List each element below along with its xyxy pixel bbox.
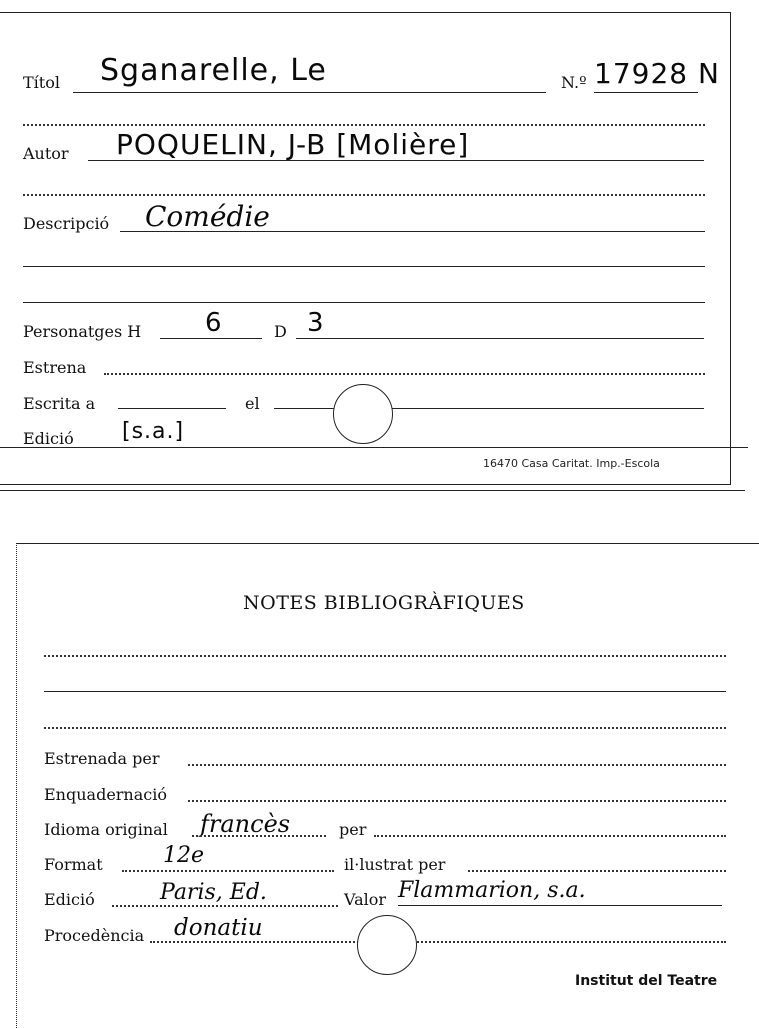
description-value: Comédie xyxy=(145,200,270,233)
notes-line-3 xyxy=(44,727,726,729)
illustrated-by-label: il·lustrat per xyxy=(344,855,446,874)
original-language-value: francès xyxy=(200,810,291,838)
printer-imprint: 16470 Casa Caritat. Imp.-Escola xyxy=(483,457,660,470)
format-label: Format xyxy=(44,855,103,874)
value-label: Valor xyxy=(344,890,387,909)
characters-label: Personatges H xyxy=(23,322,142,341)
number-label: N.º xyxy=(561,73,587,92)
edition-value: [s.a.] xyxy=(122,419,185,444)
provenance-value: donatiu xyxy=(174,915,263,941)
author-line-2 xyxy=(23,194,705,196)
premiered-by-label: Estrenada per xyxy=(44,749,160,768)
written-at-line xyxy=(118,408,226,409)
author-label: Autor xyxy=(23,144,69,163)
format-line xyxy=(122,870,334,872)
value-line xyxy=(398,905,722,906)
translated-by-label: per xyxy=(339,820,367,839)
title-label: Títol xyxy=(23,73,60,92)
card1-bottom-edge-shadow xyxy=(0,490,745,491)
date-label: el xyxy=(245,394,260,413)
value-value: Flammarion, s.a. xyxy=(398,878,586,903)
characters-h-line xyxy=(160,338,262,339)
written-at-label: Escrita a xyxy=(23,394,96,413)
edition2-label: Edició xyxy=(44,890,95,909)
number-value: 17928 N xyxy=(594,57,720,90)
provenance-label: Procedència xyxy=(44,926,145,945)
punch-hole-1 xyxy=(333,384,393,444)
characters-h-value: 6 xyxy=(205,308,223,338)
description-label: Descripció xyxy=(23,214,110,233)
card1-bottom-edge xyxy=(0,484,731,485)
card1-top-edge xyxy=(0,12,730,13)
translated-by-line xyxy=(374,835,726,837)
card2-left-edge xyxy=(16,543,17,1028)
edition-label: Edició xyxy=(23,429,74,448)
institution-footer: Institut del Teatre xyxy=(575,973,718,989)
binding-label: Enquadernació xyxy=(44,785,167,804)
format-value: 12e xyxy=(163,843,205,868)
title-line xyxy=(73,92,546,93)
notes-line-2 xyxy=(44,691,726,692)
premiere-line xyxy=(104,373,705,375)
illustrated-by-line xyxy=(468,870,726,872)
card1-right-edge xyxy=(730,12,731,484)
characters-d-line xyxy=(296,338,704,339)
edition2-line xyxy=(112,905,338,907)
binding-line xyxy=(188,800,726,802)
author-value: POQUELIN, J-B [Molière] xyxy=(116,128,470,161)
card2-top-edge xyxy=(16,543,759,544)
punch-hole-2 xyxy=(357,915,417,975)
original-language-label: Idioma original xyxy=(44,820,168,839)
notes-title: NOTES BIBLIOGRÀFIQUES xyxy=(243,592,525,614)
premiered-by-line xyxy=(188,764,726,766)
title-line-2 xyxy=(23,124,705,126)
provenance-line xyxy=(150,941,726,943)
characters-d-label: D xyxy=(274,322,287,341)
description-line-2 xyxy=(23,266,705,267)
number-line xyxy=(594,92,698,93)
characters-d-value: 3 xyxy=(307,308,325,338)
card1-fold-line xyxy=(0,447,748,448)
original-language-line xyxy=(192,835,326,837)
premiere-label: Estrena xyxy=(23,358,87,377)
description-line-3 xyxy=(23,302,705,303)
notes-line-1 xyxy=(44,655,726,657)
title-value: Sganarelle, Le xyxy=(100,53,327,88)
edition2-value: Paris, Ed. xyxy=(160,880,267,905)
